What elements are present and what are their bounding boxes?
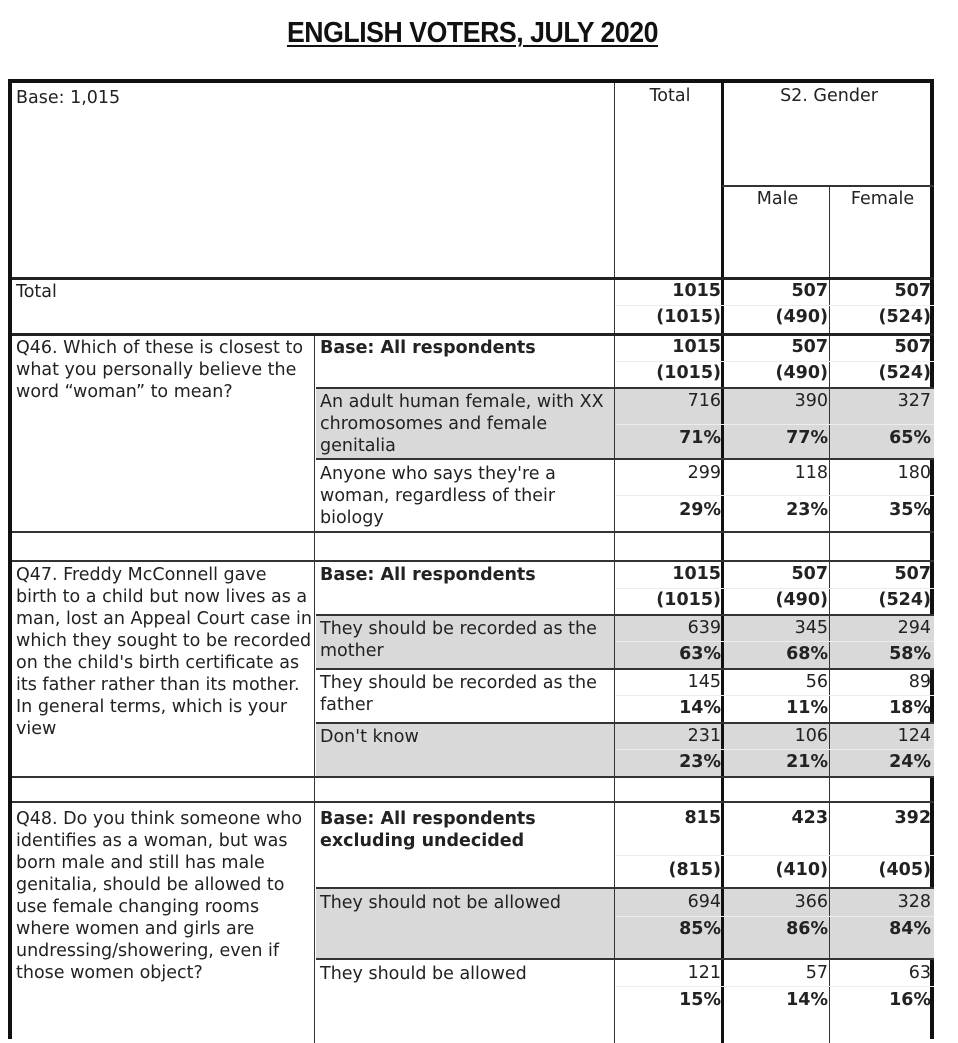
q48-answer2-count-total: 121 [687,963,721,983]
q46-answer1-pct-male: 77% [786,428,828,448]
divider-q47-bottom [12,776,934,778]
q47-answer1-label: They should be recorded as the mother [320,619,597,661]
question-q48: Q48. Do you think someone who identifies as a woman, but was born male and still has male genitalia, should be allowed to use female changing rooms where women and girls are undressing/showering, even if those women object? [16,809,303,983]
divider-question-answer [314,334,315,1043]
q47-answer3-pct-male: 21% [786,752,828,772]
q47-unweighted-male: (490) [775,590,828,610]
total-unweighted-male: (490) [775,307,828,327]
q46-answer2-count-female: 180 [897,463,931,483]
total-unweighted-female: (524) [878,307,931,327]
q48-answer2-pct-total: 15% [679,990,721,1010]
q48-base-male: 423 [791,808,828,828]
divider-q46-bottom [12,531,934,533]
q46-base-female: 507 [894,337,931,357]
q46-answer1-pct-total: 71% [679,428,721,448]
q46-answer1-count-total: 716 [687,391,721,411]
column-header-female: Female [850,189,915,209]
divider-q47-a1-top [316,614,934,616]
q48-answer2-count-male: 57 [805,963,828,983]
total-weighted-total: 1015 [672,281,721,301]
q48-answer1-pct-total: 85% [679,919,721,939]
divider-q46-a2-sub [616,495,934,496]
divider-q47-a2-top [316,668,934,670]
q47-answer1-pct-female: 58% [889,644,931,664]
q46-answer2-label: Anyone who says they're a woman, regardless of their biology [320,464,556,528]
q48-answer1-count-total: 694 [687,892,721,912]
total-weighted-female: 507 [894,281,931,301]
q47-answer1-count-male: 345 [794,618,828,638]
q47-answer3-count-total: 231 [687,726,721,746]
divider-q47-a1-sub [616,641,934,642]
q48-answer1-count-female: 328 [897,892,931,912]
column-group-gender: S2. Gender [780,86,878,106]
q47-base-total: 1015 [672,564,721,584]
q46-unweighted-total: (1015) [656,363,721,383]
divider-total-bottom [12,333,934,336]
q47-answer2-count-total: 145 [687,672,721,692]
q47-answer1-pct-total: 63% [679,644,721,664]
q46-unweighted-female: (524) [878,363,931,383]
q47-answer3-pct-female: 24% [889,752,931,772]
q46-answer2-pct-female: 35% [889,500,931,520]
q46-base-male: 507 [791,337,828,357]
question-q46: Q46. Which of these is closest to what you personally believe the word “woman” to mean? [16,338,304,402]
divider-spacer2-bottom [12,801,934,803]
divider-q46-base-sub [616,361,934,362]
q47-unweighted-total: (1015) [656,590,721,610]
total-unweighted-total: (1015) [656,307,721,327]
divider-gender-sub [722,185,934,187]
q47-answer3-pct-total: 23% [679,752,721,772]
divider-q48-a1-sub [616,916,934,917]
page-title: ENGLISH VOTERS, JULY 2020 [286,17,659,49]
q48-answer2-pct-male: 14% [786,990,828,1010]
divider-spacer1-bottom [12,560,934,562]
q47-answer1-count-female: 294 [897,618,931,638]
q48-answer1-label: They should not be allowed [320,893,562,913]
divider-q48-a2-top [316,958,934,960]
q46-base-label: Base: All respondents [320,338,536,358]
q48-answer1-pct-male: 86% [786,919,828,939]
q48-answer2-label: They should be allowed [320,964,527,984]
q46-answer1-label: An adult human female, with XX chromosomes and female genitalia [320,392,604,456]
column-header-male: Male [756,189,799,209]
divider-q46-a1-sub [616,424,934,425]
divider-q46-a2-top [316,458,934,460]
q46-base-total: 1015 [672,337,721,357]
crosstab-table [8,79,934,1039]
q46-answer2-pct-male: 23% [786,500,828,520]
divider-total-right [721,83,724,1043]
q47-base-male: 507 [791,564,828,584]
q47-answer3-count-female: 124 [897,726,931,746]
q48-unweighted-male: (410) [775,860,828,880]
q47-answer1-pct-male: 68% [786,644,828,664]
divider-q47-base-sub [616,588,934,589]
q47-unweighted-female: (524) [878,590,931,610]
q47-answer2-label: They should be recorded as the father [320,673,597,715]
divider-q47-a3-sub [616,749,934,750]
q47-answer3-label: Don't know [320,727,419,747]
question-q47: Q47. Freddy McConnell gave birth to a child but now lives as a man, lost an Appeal Court case in which they sought to be recorded on the child's birth certificate as its father rather than its mother. In general terms, which is your view [16,565,312,739]
divider-q47-a2-sub [616,695,934,696]
divider-q48-a1-top [316,887,934,889]
q46-answer2-pct-total: 29% [679,500,721,520]
q47-answer2-pct-male: 11% [786,698,828,718]
q46-answer1-count-female: 327 [897,391,931,411]
q48-unweighted-total: (815) [668,860,721,880]
q48-unweighted-female: (405) [878,860,931,880]
q47-base-female: 507 [894,564,931,584]
q48-base-female: 392 [894,808,931,828]
q48-answer2-pct-female: 16% [889,990,931,1010]
total-weighted-male: 507 [791,281,828,301]
divider-total-sub [616,305,934,306]
q47-answer2-count-male: 56 [805,672,828,692]
divider-total-left [614,83,615,1043]
divider-header-bottom [12,277,934,280]
q47-base-label: Base: All respondents [320,565,536,585]
q46-unweighted-male: (490) [775,363,828,383]
divider-q46-a1-top [316,387,934,389]
q46-answer2-count-male: 118 [794,463,828,483]
q47-answer2-count-female: 89 [908,672,931,692]
q46-answer1-pct-female: 65% [889,428,931,448]
total-row-label: Total [16,282,57,302]
divider-q47-a3-top [316,722,934,724]
q47-answer2-pct-total: 14% [679,698,721,718]
q47-answer3-count-male: 106 [794,726,828,746]
q48-answer1-count-male: 366 [794,892,828,912]
base-label: Base: 1,015 [16,88,121,108]
q47-answer1-count-total: 639 [687,618,721,638]
q48-answer1-pct-female: 84% [889,919,931,939]
divider-q48-base-sub [616,855,934,856]
q48-base-total: 815 [684,808,721,828]
column-header-total: Total [649,86,691,106]
q48-answer2-count-female: 63 [908,963,931,983]
q47-answer2-pct-female: 18% [889,698,931,718]
q48-base-label: Base: All respondents excluding undecided [320,809,536,851]
q46-answer1-count-male: 390 [794,391,828,411]
q46-answer2-count-total: 299 [687,463,721,483]
divider-q48-a2-sub [616,986,934,987]
